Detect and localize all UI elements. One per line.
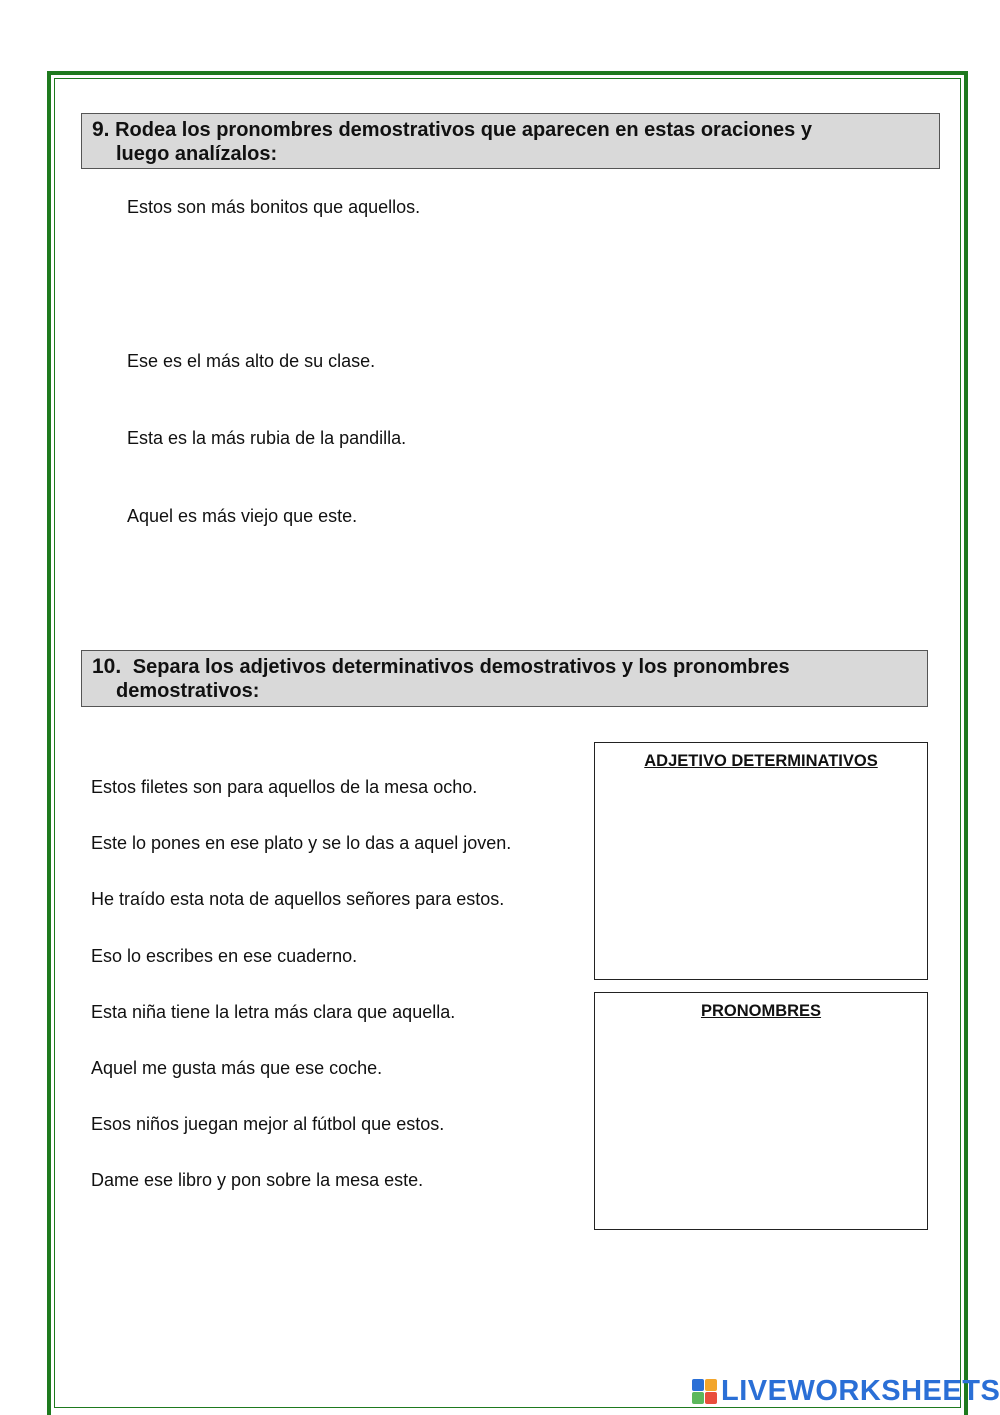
section-10-sentence-7: Esos niños juegan mejor al fútbol que estos.: [91, 1114, 445, 1134]
section-10-sentence-2: Este lo pones en ese plato y se lo das a aquel joven.: [91, 833, 512, 853]
section-10-title-line2: demostrativos:: [116, 680, 260, 702]
section-9-title-line1: Rodea los pronombres demostrativos que aparecen en estas oraciones y: [115, 119, 812, 141]
pronombres-drop-box[interactable]: [594, 992, 928, 1230]
section-9-sentence-1: Estos son más bonitos que aquellos.: [127, 197, 421, 217]
section-9-number: 9.: [92, 118, 110, 141]
liveworksheets-logo-text: LIVEWORKSHEETS: [721, 1374, 1000, 1407]
section-10-sentence-4: Eso lo escribes en ese cuaderno.: [91, 946, 358, 966]
adjetivos-box-title: ADJETIVO DETERMINATIVOS: [644, 752, 878, 770]
section-10-sentence-3: He traído esta nota de aquellos señores para estos.: [91, 889, 505, 909]
pronombres-box-title: PRONOMBRES: [700, 1002, 822, 1020]
section-9-title-line2: luego analízalos:: [116, 143, 278, 165]
section-10-number: 10.: [92, 655, 122, 678]
section-10-sentence-6: Aquel me gusta más que ese coche.: [91, 1058, 383, 1078]
section-10-sentence-5: Esta niña tiene la letra más clara que aquella.: [91, 1002, 456, 1022]
liveworksheets-logo-icon: [692, 1379, 717, 1404]
section-9-sentence-3: Esta es la más rubia de la pandilla.: [127, 428, 407, 448]
section-10-title-line1: Separa los adjetivos determinativos demostrativos y los pronombres: [132, 656, 790, 678]
liveworksheets-logo: [692, 1374, 1000, 1408]
adjetivos-drop-box[interactable]: [594, 742, 928, 980]
section-10-sentence-8: Dame ese libro y pon sobre la mesa este.: [91, 1170, 424, 1190]
section-10-sentence-1: Estos filetes son para aquellos de la mesa ocho.: [91, 777, 478, 797]
section-10-header: [81, 650, 928, 707]
section-9-sentence-4: Aquel es más viejo que este.: [127, 506, 358, 526]
section-9-sentence-2: Ese es el más alto de su clase.: [127, 351, 376, 371]
section-9-header: [81, 113, 940, 169]
